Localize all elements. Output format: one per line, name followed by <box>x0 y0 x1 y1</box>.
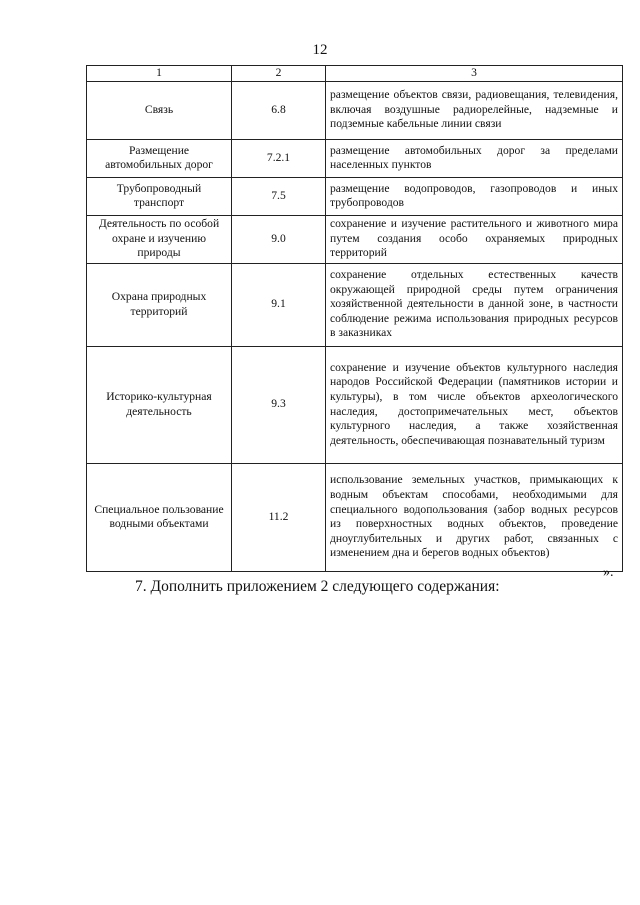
table-row <box>87 139 623 177</box>
row-description-cell: сохранение и изучение растительного и животного мира путем создания особо охраняемых природных территорий <box>326 215 623 263</box>
row-code-cell: 9.3 <box>232 346 326 463</box>
table-row <box>87 81 623 139</box>
row-name-cell: Историко-культурная деятельность <box>87 346 232 463</box>
column-header-3: 3 <box>326 66 623 82</box>
table-row <box>87 346 623 463</box>
table-header-row <box>87 66 623 82</box>
row-code-cell: 6.8 <box>232 81 326 139</box>
row-name-cell: Охрана природных территорий <box>87 263 232 346</box>
row-name-cell: Трубопроводный транспорт <box>87 177 232 215</box>
row-code-cell: 9.0 <box>232 215 326 263</box>
row-code-cell: 7.5 <box>232 177 326 215</box>
row-name-cell: Деятельность по особой охране и изучению природы <box>87 215 232 263</box>
row-name-cell: Специальное пользование водными объектами <box>87 463 232 571</box>
row-code-cell: 7.2.1 <box>232 139 326 177</box>
row-code-cell: 11.2 <box>232 463 326 571</box>
row-code-cell: 9.1 <box>232 263 326 346</box>
table-row <box>87 263 623 346</box>
closing-quote: ». <box>603 565 614 580</box>
row-description-cell: сохранение и изучение объектов культурного наследия народов Российской Федерации (памятников истории и культуры), в том числе объектов археологического наследия, достопримечательных мест, объектов культурного наследия, а также хозяйственная деятельность, обеспечивающая познавательный туризм <box>326 346 623 463</box>
row-description-cell: размещение автомобильных дорог за пределами населенных пунктов <box>326 139 623 177</box>
table-row <box>87 463 623 571</box>
page-number: 12 <box>312 42 328 58</box>
land-use-table <box>86 65 623 572</box>
row-name-cell: Связь <box>87 81 232 139</box>
row-name-cell: Размещение автомобильных дорог <box>87 139 232 177</box>
row-description-cell: размещение объектов связи, радиовещания, телевидения, включая воздушные радиорелейные, надземные и подземные кабельные линии связи <box>326 81 623 139</box>
column-header-2: 2 <box>232 66 326 82</box>
table-row <box>87 215 623 263</box>
row-description-cell: сохранение отдельных естественных качеств окружающей природной среды путем ограничения хозяйственной деятельности в данной зоне, в частности соблюдение режима использования природных ресурсов в заказниках <box>326 263 623 346</box>
table-row <box>87 177 623 215</box>
row-description-cell: использование земельных участков, примыкающих к водным объектам способами, необходимыми для специального водопользования (забор водных ресурсов из поверхностных водных объектов, проведение дноуглубительных и других работ, связанных с изменением дна и берегов водных объектов) <box>326 463 623 571</box>
column-header-1: 1 <box>87 66 232 82</box>
amendment-paragraph: 7. Дополнить приложением 2 следующего содержания: <box>135 578 500 595</box>
row-description-cell: размещение водопроводов, газопроводов и иных трубопроводов <box>326 177 623 215</box>
